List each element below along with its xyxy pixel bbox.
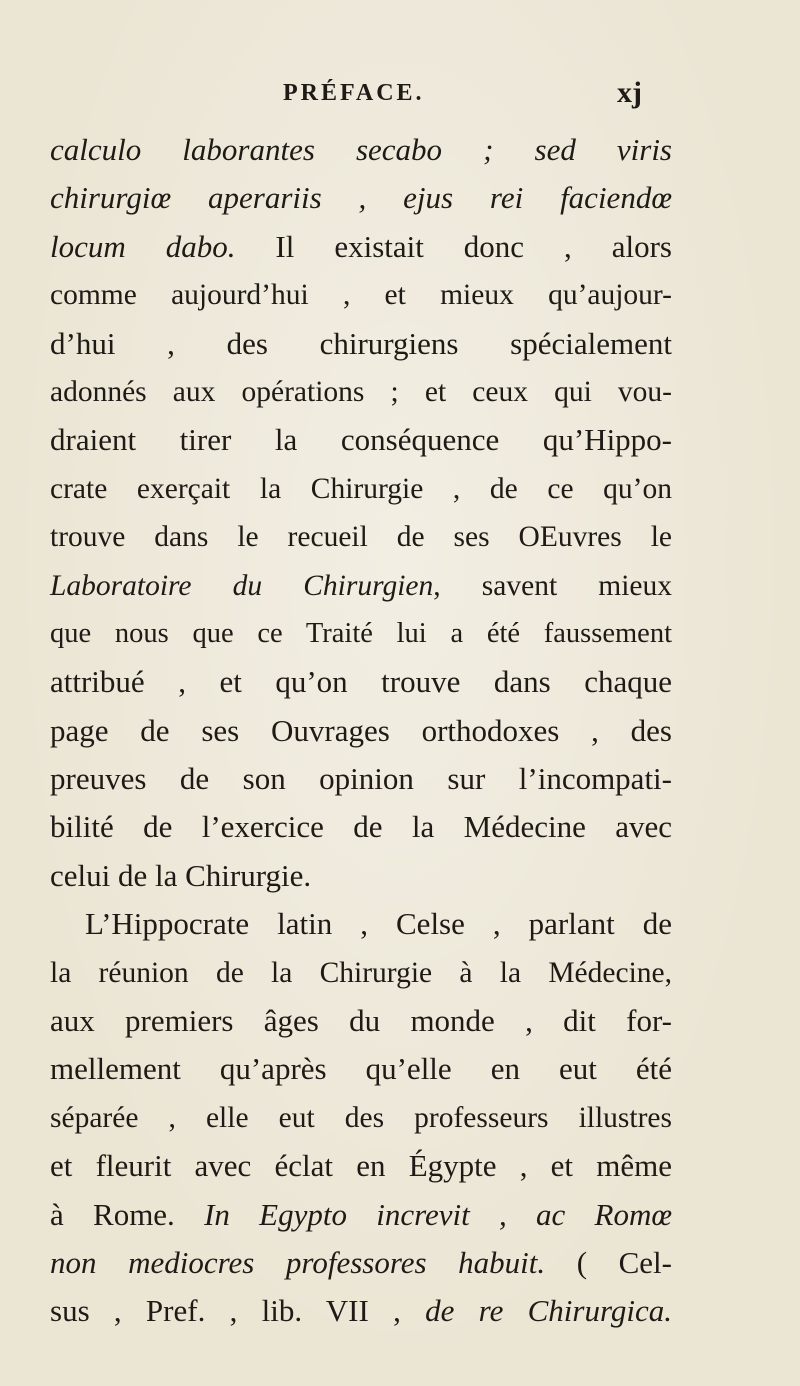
text-line (50, 803, 672, 851)
text-line (50, 1142, 672, 1190)
roman-span: à Rome. (50, 1196, 205, 1232)
text-line (50, 658, 672, 706)
text-line (50, 513, 672, 561)
roman-span: Il existait donc , alors (235, 228, 672, 264)
text-line (50, 368, 672, 416)
text-line (50, 320, 672, 368)
roman-span: celui de la Chirurgie. (50, 857, 312, 893)
roman-span: sus , Pref. , lib. VII , (50, 1293, 426, 1329)
text-line (50, 1287, 672, 1335)
text-line (50, 755, 672, 803)
roman-span: comme aujourd’hui , et mieux qu’aujour- (50, 279, 672, 312)
text-line (50, 126, 672, 174)
body-text (50, 126, 672, 1336)
text-line (50, 900, 672, 948)
italic-span: In Egypto increvit , ac Romœ (204, 1196, 673, 1232)
text-line (50, 1239, 672, 1287)
page-number: xj (617, 76, 642, 109)
text-line (50, 271, 672, 319)
text-line (50, 416, 672, 464)
italic-span: Laboratoire du Chirurgien (50, 569, 434, 602)
text-line (50, 852, 672, 900)
roman-span: séparée , elle eut des professeurs illustres (50, 1101, 672, 1134)
roman-span: mellement qu’après qu’elle en eut été (50, 1051, 672, 1087)
text-line (50, 1191, 672, 1239)
text-line (50, 562, 672, 610)
roman-span: draient tirer la conséquence qu’Hippo- (50, 422, 672, 458)
text-line (50, 949, 672, 997)
text-line (50, 1094, 672, 1142)
italic-span: locum dabo. (50, 228, 236, 264)
roman-span: que nous que ce Traité lui a été faussement (50, 617, 672, 649)
roman-span: L’Hippocrate latin , Celse , parlant de (85, 906, 672, 942)
roman-span: d’hui , des chirurgiens spécialement (50, 325, 672, 361)
roman-span: trouve dans le recueil de ses OEuvres le (50, 521, 672, 554)
roman-span: bilité de l’exercice de la Médecine avec (50, 809, 672, 845)
roman-span: , savent mieux (433, 569, 672, 602)
roman-span: adonnés aux opérations ; et ceux qui vou- (50, 375, 672, 408)
roman-span: preuves de son opinion sur l’incompati- (50, 761, 672, 797)
roman-span: la réunion de la Chirurgie à la Médecine, (50, 956, 672, 989)
text-line (50, 223, 672, 271)
text-line (50, 174, 672, 222)
roman-span: crate exerçait la Chirurgie , de ce qu’on (50, 472, 672, 505)
italic-span: calculo laborantes secabo ; sed viris (50, 132, 672, 167)
running-head-title: PRÉFACE. (283, 80, 425, 106)
running-head (0, 76, 800, 116)
roman-span: page de ses Ouvrages orthodoxes , des (50, 712, 672, 748)
roman-span: et fleurit avec éclat en Égypte , et même (50, 1148, 672, 1184)
text-line (50, 610, 672, 658)
text-line (50, 465, 672, 513)
text-line (50, 707, 672, 755)
text-line (50, 1045, 672, 1093)
italic-span: chirurgiœ aperariis , ejus rei faciendœ (50, 180, 672, 216)
roman-span: ( Cel- (545, 1244, 672, 1280)
roman-span: aux premiers âges du monde , dit for- (50, 1003, 672, 1039)
roman-span: attribué , et qu’on trouve dans chaque (50, 664, 672, 700)
text-line (50, 997, 672, 1045)
italic-span: de re Chirurgica. (425, 1293, 672, 1329)
italic-span: non mediocres professores habuit. (50, 1244, 546, 1280)
